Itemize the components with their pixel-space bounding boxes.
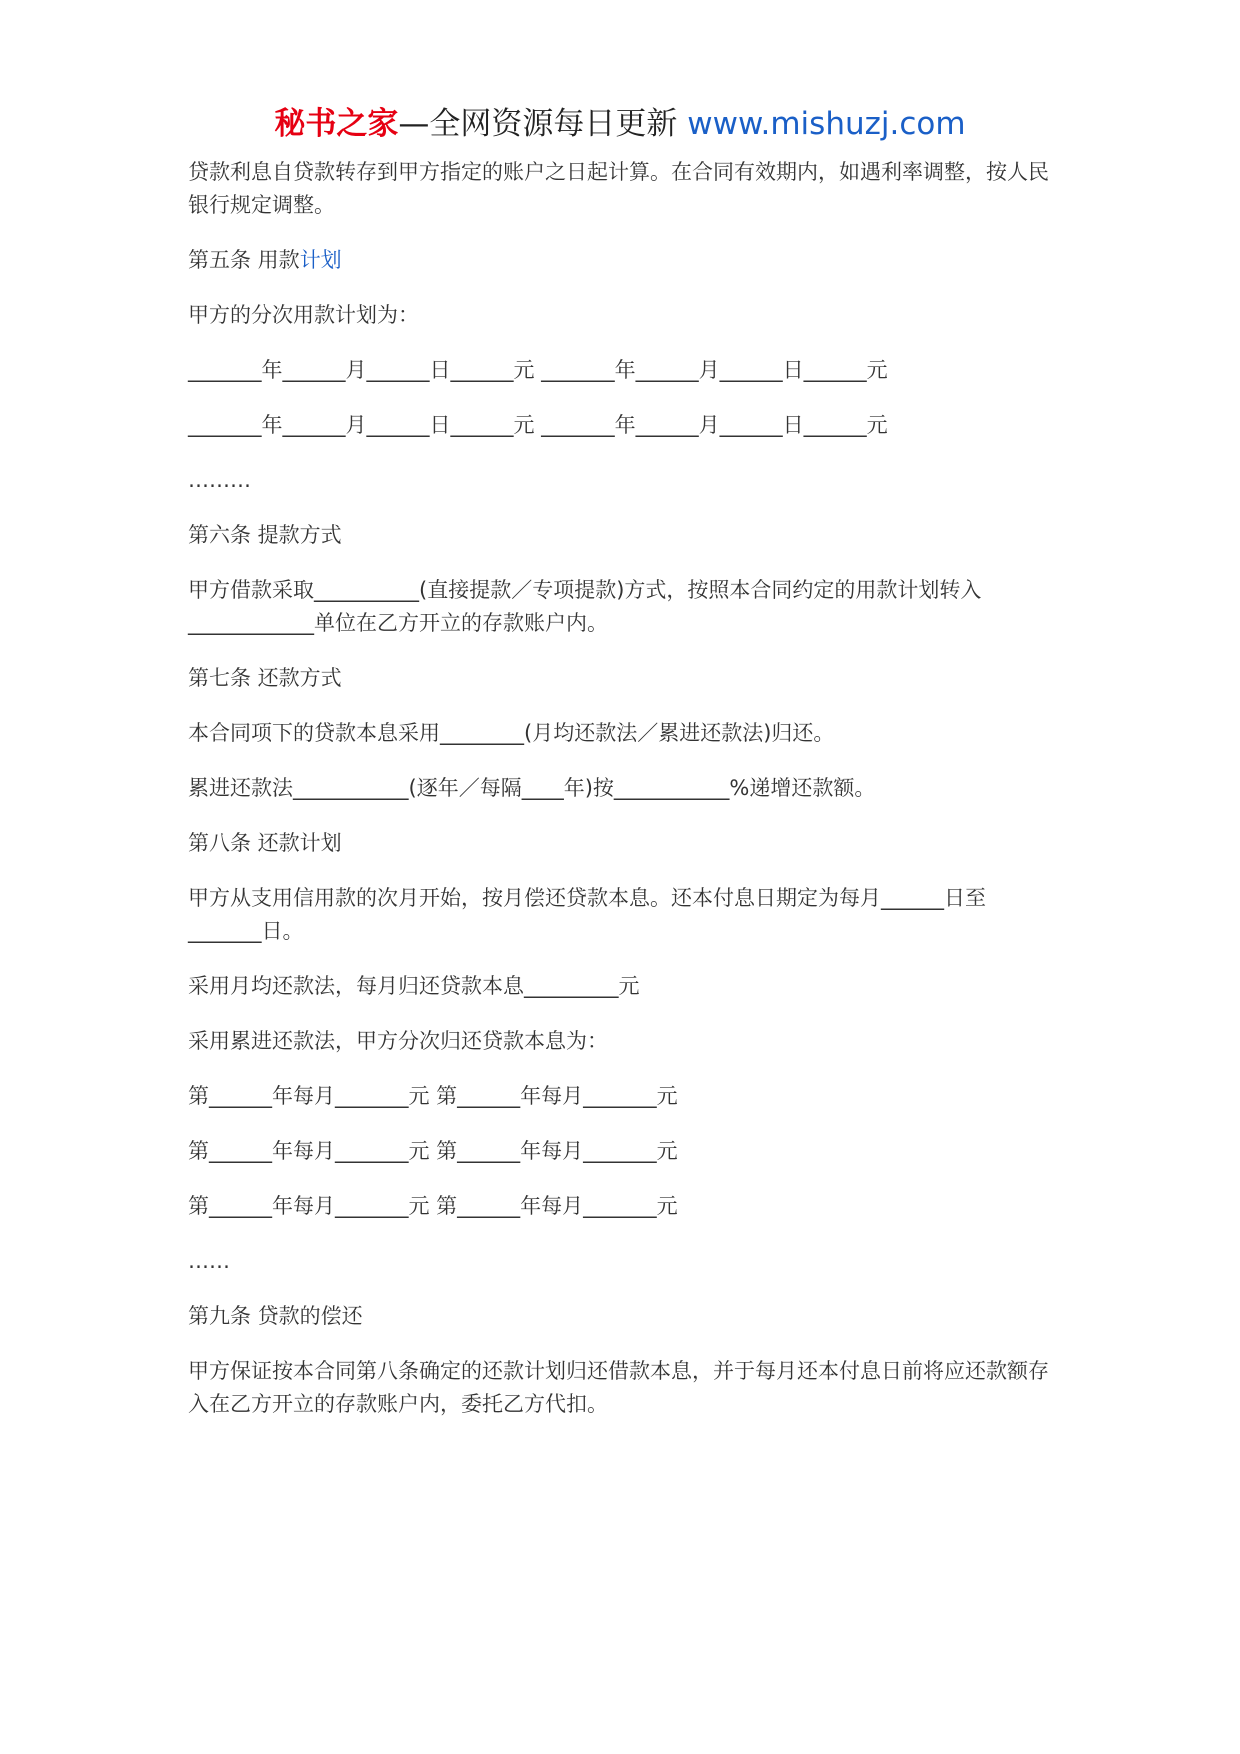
plan-link[interactable]: 计划: [299, 248, 342, 272]
article-8-heading: 第八条 还款计划: [188, 831, 342, 855]
plan-row-1: _______年______月______日______元 _______年______月______日______元: [188, 358, 888, 382]
document-body: [188, 156, 1058, 1443]
site-header: [0, 102, 1240, 146]
repayment-paragraph: 甲方保证按本合同第八条确定的还款计划归还借款本息，并于每月还本付息日前将应还款额存入在乙方开立的存款账户内，委托乙方代扣。: [188, 1359, 1049, 1416]
progressive-paragraph: 累进还款法___________(逐年／每隔____年)按___________%递增还款额。: [188, 776, 876, 800]
article-7-heading: 第七条 还款方式: [188, 666, 342, 690]
article-5-prefix: 第五条 用款: [188, 248, 300, 272]
site-url-link[interactable]: www.mishuzj.com: [687, 106, 966, 142]
ellipsis-1: ………: [188, 468, 251, 492]
repay-method-paragraph: 本合同项下的贷款本息采用________(月均还款法／累进还款法)归还。: [188, 721, 835, 745]
withdraw-paragraph: 甲方借款采取__________(直接提款／专项提款)方式，按照本合同约定的用款计划转入____________单位在乙方开立的存款账户内。: [188, 578, 982, 635]
plan-row-2: _______年______月______日______元 _______年______月______日______元: [188, 413, 888, 437]
interest-paragraph: 贷款利息自贷款转存到甲方指定的账户之日起计算。在合同有效期内，如遇利率调整，按人民银行规定调整。: [188, 160, 1049, 217]
progressive-intro: 采用累进还款法，甲方分次归还贷款本息为：: [188, 1029, 608, 1053]
article-9-heading: 第九条 贷款的偿还: [188, 1304, 363, 1328]
average-paragraph: 采用月均还款法，每月归还贷款本息_________元: [188, 974, 640, 998]
article-5-heading: [188, 244, 1058, 277]
article-6-heading: 第六条 提款方式: [188, 523, 342, 547]
header-tagline: —全网资源每日更新: [398, 106, 688, 142]
schedule-row-3: 第______年每月_______元 第______年每月_______元: [188, 1194, 678, 1218]
schedule-row-2: 第______年每月_______元 第______年每月_______元: [188, 1139, 678, 1163]
brand-name: 秘书之家: [274, 106, 399, 142]
monthly-paragraph: 甲方从支用信用款的次月开始，按月偿还贷款本息。还本付息日期定为每月______日至_______日。: [188, 886, 986, 943]
ellipsis-2: ……: [188, 1249, 230, 1273]
plan-intro: 甲方的分次用款计划为：: [188, 303, 419, 327]
schedule-row-1: 第______年每月_______元 第______年每月_______元: [188, 1084, 678, 1108]
